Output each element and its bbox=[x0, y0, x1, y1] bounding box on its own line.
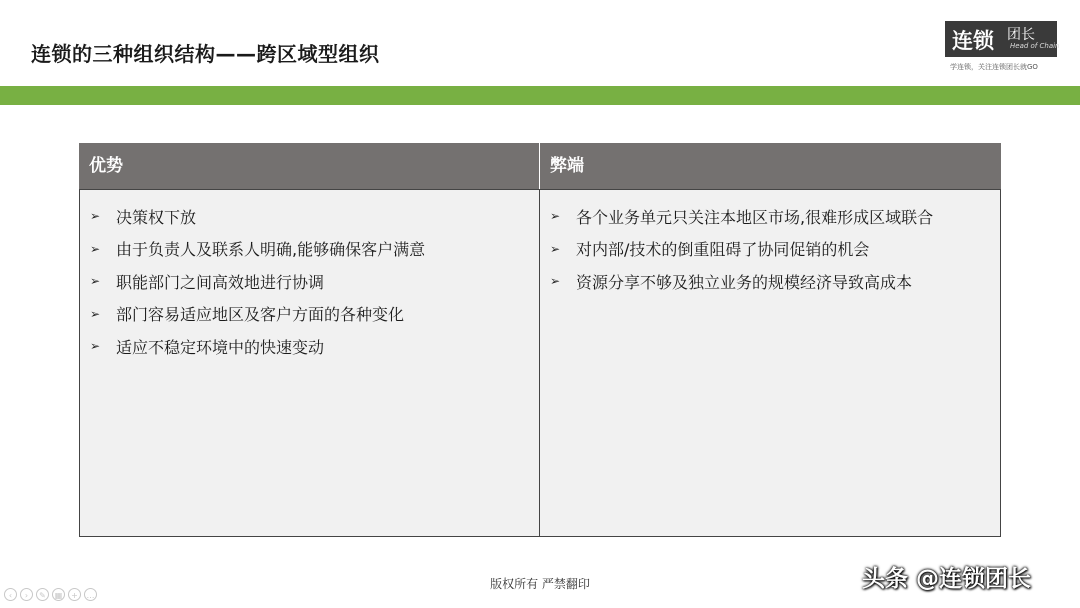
slide-title: 连锁的三种组织结构——跨区域型组织 bbox=[31, 42, 380, 66]
disadvantages-column bbox=[540, 143, 1001, 537]
grid-icon[interactable]: ▦ bbox=[52, 588, 65, 601]
advantages-header: 优势 bbox=[79, 143, 540, 189]
watermark: 头条 @连锁团长 bbox=[862, 566, 1032, 592]
arrow-bullet-icon: ➢ bbox=[90, 209, 101, 224]
previous-icon[interactable]: ‹ bbox=[4, 588, 17, 601]
list-item bbox=[80, 298, 539, 331]
logo-sub-text: 团长 bbox=[1007, 27, 1035, 43]
slide-nav-controls bbox=[4, 588, 97, 601]
comparison-table bbox=[79, 143, 1001, 537]
arrow-bullet-icon: ➢ bbox=[550, 274, 561, 289]
arrow-bullet-icon: ➢ bbox=[90, 339, 101, 354]
list-item-text: 适应不稳定环境中的快速变动 bbox=[116, 337, 325, 357]
list-item bbox=[540, 200, 1000, 233]
list-item-text: 对内部/技术的倒重阻碍了协同促销的机会 bbox=[576, 240, 870, 260]
logo-slogan: 学连锁，关注连锁团长就GO bbox=[950, 63, 1038, 71]
pen-icon[interactable]: ✎ bbox=[36, 588, 49, 601]
arrow-bullet-icon: ➢ bbox=[90, 274, 101, 289]
list-item bbox=[540, 265, 1000, 298]
next-icon[interactable]: › bbox=[20, 588, 33, 601]
list-item-text: 决策权下放 bbox=[116, 207, 197, 227]
list-item bbox=[540, 233, 1000, 266]
list-item-text: 各个业务单元只关注本地区市场,很难形成区域联合 bbox=[576, 207, 934, 227]
more-icon[interactable]: … bbox=[84, 588, 97, 601]
list-item-text: 职能部门之间高效地进行协调 bbox=[116, 272, 325, 292]
logo bbox=[945, 21, 1060, 57]
list-item-text: 资源分享不够及独立业务的规模经济导致高成本 bbox=[576, 272, 913, 292]
arrow-bullet-icon: ➢ bbox=[550, 241, 561, 256]
advantages-column bbox=[79, 143, 540, 537]
logo-english-text: Head of Chain bbox=[1010, 42, 1060, 50]
list-item-text: 由于负责人及联系人明确,能够确保客户满意 bbox=[116, 240, 426, 260]
advantages-list bbox=[79, 189, 540, 537]
list-item-text: 部门容易适应地区及客户方面的各种变化 bbox=[116, 305, 405, 325]
logo-main-text: 连锁 bbox=[952, 29, 994, 53]
arrow-bullet-icon: ➢ bbox=[550, 209, 561, 224]
disadvantages-header: 弊端 bbox=[540, 143, 1001, 189]
disadvantages-list bbox=[540, 189, 1001, 537]
list-item bbox=[80, 265, 539, 298]
zoom-icon[interactable]: + bbox=[68, 588, 81, 601]
green-divider-bar bbox=[0, 86, 1080, 105]
copyright-footer: 版权所有 严禁翻印 bbox=[490, 577, 590, 591]
arrow-bullet-icon: ➢ bbox=[90, 306, 101, 321]
list-item bbox=[80, 330, 539, 363]
arrow-bullet-icon: ➢ bbox=[90, 241, 101, 256]
list-item bbox=[80, 200, 539, 233]
list-item bbox=[80, 233, 539, 266]
